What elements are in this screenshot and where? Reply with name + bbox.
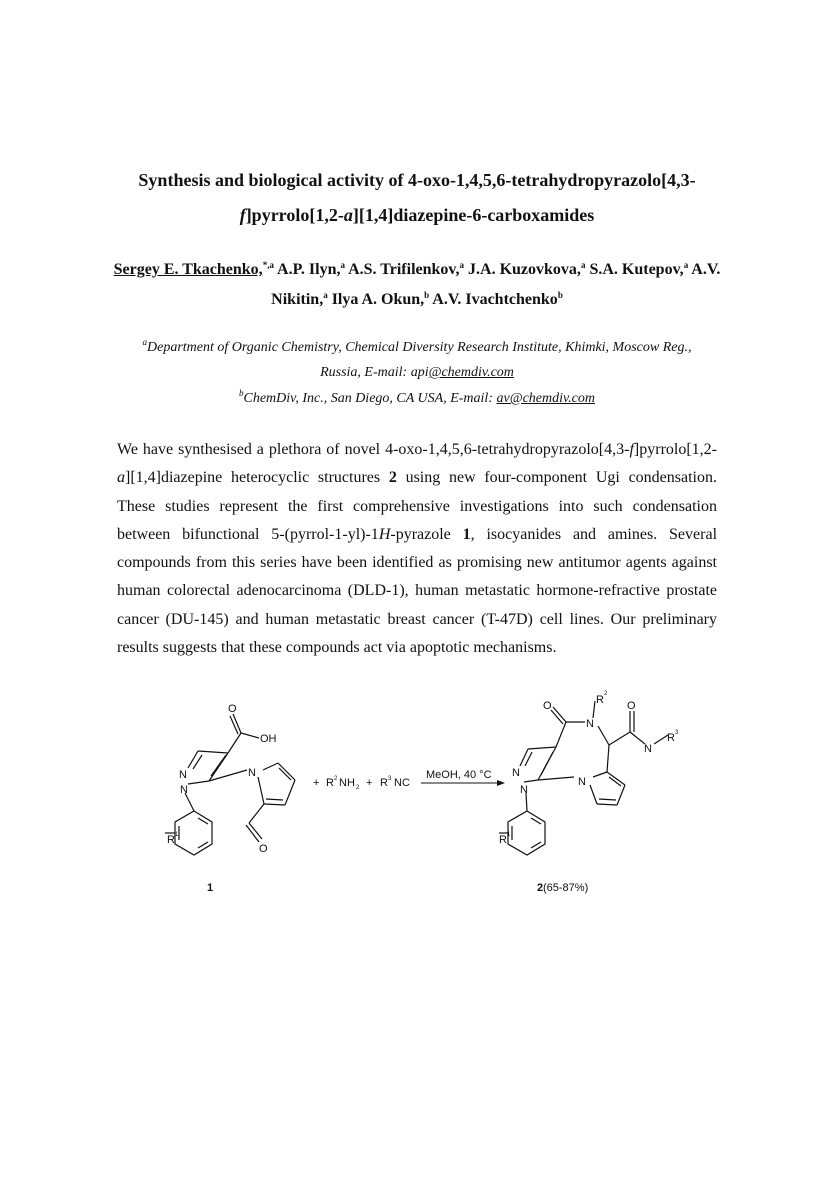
c1-r1: R xyxy=(167,834,175,846)
author-8: A.V. Ivachtchenko xyxy=(429,291,558,308)
author-7-sup: b xyxy=(424,290,430,300)
author-4: J.A. Kuzovkova, xyxy=(464,261,581,278)
abstract-text-6: , isocyanides and amines. Several compounds from this series have been identified as promising new antitumor agents against human colorectal adenocarcinoma (DLD-1), human metastatic hormone-refractive prostate cancer (DU-145) and human metastatic breast cancer (T-47D) cell lines. Our preliminary results suggests that these compounds act via apoptotic mechanisms. xyxy=(117,525,718,657)
author-1: Sergey E. Tkachenko, xyxy=(113,261,263,278)
c2-r2-sup: 2 xyxy=(604,691,608,697)
abstract-italic-a: a xyxy=(117,469,125,487)
c1-n1: N xyxy=(180,784,188,796)
c1-hydroxyl: OH xyxy=(260,733,277,745)
author-5: S.A. Kutepov, xyxy=(585,261,684,278)
title-a: a xyxy=(343,205,353,225)
reagent-r2-sup: 2 xyxy=(334,776,338,782)
c2-n2: N xyxy=(512,767,520,779)
c2-r3-sup: 3 xyxy=(675,730,679,736)
c2-r1: R xyxy=(499,834,507,846)
arrow-head xyxy=(497,780,505,786)
reagent-r2: R xyxy=(326,777,334,789)
reagent-r3: R xyxy=(380,777,388,789)
abstract-italic-h: H xyxy=(378,525,391,543)
title-f: f xyxy=(239,205,246,225)
reagent-plus-2: + xyxy=(366,777,373,789)
c2-n5: N xyxy=(586,718,594,730)
c2-n1: N xyxy=(520,784,528,796)
c2-amide-n: N xyxy=(644,743,652,755)
reagents xyxy=(313,776,410,791)
c2-pyrrole-n: N xyxy=(578,776,586,788)
abstract-text-2: ]pyrrolo[1,2- xyxy=(633,441,717,458)
author-1-sup: *,a xyxy=(262,260,274,270)
affiliation-b-text: ChemDiv, Inc., San Diego, CA USA, E-mail: xyxy=(243,391,497,406)
title-mid: ]pyrrolo[1,2- xyxy=(245,205,344,225)
reaction-conditions: MeOH, 40 °C xyxy=(426,769,492,781)
abstract-text-1: We have synthesised a plethora of novel 4-oxo-1,4,5,6-tetrahydropyrazolo[4,3- xyxy=(117,441,630,458)
c1-r1-sup: 1 xyxy=(175,832,179,838)
author-3: A.S. Trifilenkov, xyxy=(344,261,460,278)
compound-2-label: 2 xyxy=(537,882,544,894)
c2-r2: R xyxy=(596,694,604,706)
c2-amide-o: O xyxy=(627,700,636,712)
affiliation-a-text2: Russia, E-mail: api xyxy=(320,365,429,380)
compound-1-label: 1 xyxy=(207,882,214,894)
author-3-sup: a xyxy=(459,260,465,270)
c1-n2: N xyxy=(179,769,187,781)
author-6: A.V. Nikitin, xyxy=(271,261,721,308)
abstract-compound-1: 1 xyxy=(462,525,471,543)
c2-lactam-o: O xyxy=(543,700,552,712)
compound-1-atoms xyxy=(167,703,277,855)
affiliation-a-email-link[interactable]: @chemdiv.com xyxy=(428,365,514,380)
c2-r3: R xyxy=(667,732,675,744)
affiliation-b-sup: b xyxy=(238,388,244,398)
abstract-text-3: ][1,4]diazepine heterocyclic structures xyxy=(125,469,389,487)
author-6-sup: a xyxy=(323,290,328,300)
c2-r1-sup: 1 xyxy=(507,832,511,838)
abstract-compound-2: 2 xyxy=(388,469,397,487)
c1-carbonyl-o: O xyxy=(228,703,237,715)
abstract-text-4: using new four-component Ugi condensation. These studies represent the first comprehensive investigations into such condensation between bifunctional 5-(pyrrol-1-yl)-1 xyxy=(117,469,717,543)
c1-aldehyde-o: O xyxy=(259,843,268,855)
author-7: Ilya A. Okun, xyxy=(327,291,425,308)
author-2-sup: a xyxy=(340,260,345,270)
reagent-nh-sub: 2 xyxy=(356,785,360,791)
abstract-text-5: -pyrazole xyxy=(390,525,463,543)
reagent-plus-1: + xyxy=(313,777,320,789)
title-line-1: Synthesis and biological activity of 4-oxo-1,4,5,6-tetrahydropyrazolo[4,3- xyxy=(138,170,696,190)
author-2: A.P. Ilyn, xyxy=(273,261,341,278)
reagent-nh: NH xyxy=(339,777,355,789)
compound-2-yield: (65-87%) xyxy=(543,882,589,894)
affiliation-a-text: Department of Organic Chemistry, Chemical Diversity Research Institute, Khimki, Moscow Reg., xyxy=(147,340,692,355)
reaction-arrow xyxy=(421,769,505,786)
affiliation-b-email-link[interactable]: av@chemdiv.com xyxy=(496,391,596,406)
c1-pyrrole-n: N xyxy=(248,767,256,779)
compound-2-atoms xyxy=(499,691,679,846)
author-8-sup: b xyxy=(557,290,563,300)
abstract-italic-f: f xyxy=(629,441,634,458)
author-5-sup: a xyxy=(683,260,689,270)
reagent-r3-sup: 3 xyxy=(388,776,392,782)
reagent-nc: NC xyxy=(394,777,410,789)
affiliation-a-sup: a xyxy=(142,337,147,347)
title-end: ][1,4]diazepine-6-carboxamides xyxy=(352,205,595,225)
author-4-sup: a xyxy=(580,260,586,270)
